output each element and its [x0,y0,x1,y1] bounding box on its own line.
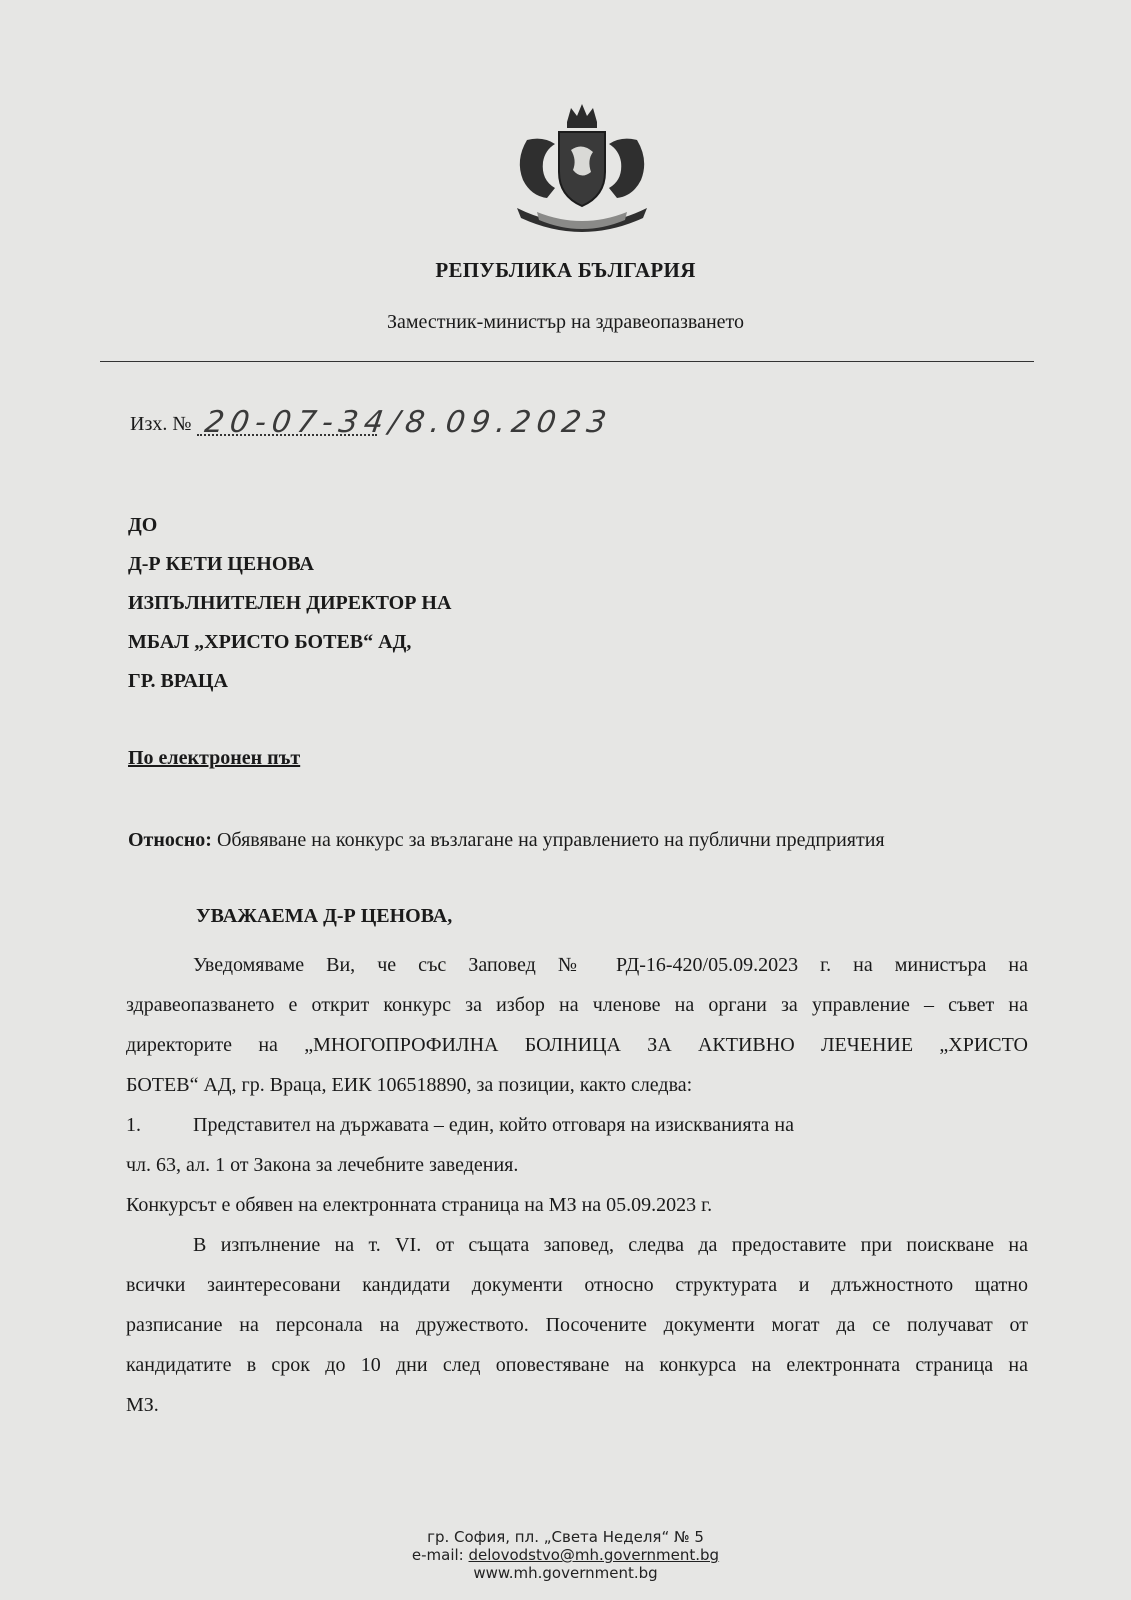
body-line: здравеопазването е открит конкурс за избор на членове на органи за управление – съвет на [126,994,1028,1016]
country-heading: РЕПУБЛИКА БЪЛГАРИЯ [435,258,696,282]
reference-number [130,405,615,440]
body-line: разписание на персонала на дружеството. Посочените документи могат да се получават от [126,1314,1028,1336]
addressee-line: МБАЛ „ХРИСТО БОТЕВ“ АД, [128,631,412,653]
footer-email-label: e-mail: [411,1546,469,1564]
footer-website-link[interactable]: www.mh.government.bg [473,1564,658,1582]
addressee-line: ГР. ВРАЦА [128,670,228,692]
body-line: МЗ. [126,1394,159,1416]
body-line: В изпълнение на т. VI. от същата заповед, следва да предоставите при поискване на [193,1234,1028,1256]
delivery-method: По електронен път [128,747,301,769]
body-line: кандидатите в срок до 10 дни след оповестяване на конкурса на електронната страница на [126,1354,1028,1376]
header-divider [100,361,1034,362]
handwritten-reference: 20-07-34/8.09.2023 [202,405,615,440]
enumerated-item [126,1105,1028,1145]
coat-of-arms-icon [497,100,667,240]
footer [0,1528,1131,1582]
footer-email-link[interactable]: delovodstvo@mh.government.bg [468,1546,720,1564]
addressee-block [128,506,451,701]
subject-line [128,829,885,852]
salutation: УВАЖАЕМА Д-Р ЦЕНОВА, [196,905,453,927]
addressee-line: ИЗПЪЛНИТЕЛЕН ДИРЕКТОР НА [128,592,452,614]
reference-dotted-field [197,405,615,440]
institution-heading: Заместник-министър на здравеопазването [386,311,745,333]
footer-email-line [0,1546,1131,1564]
reference-label: Изх. № [130,413,192,435]
body-line: всички заинтересовани кандидати документи относно структурата и длъжностното щатно [126,1274,1028,1296]
subject-text: Обявяване на конкурс за възлагане на управлението на публични предприятия [211,829,885,851]
item-text: Представител на държавата – един, който отговаря на изискванията на [193,1114,795,1136]
body-line: Конкурсът е обявен на електронната страница на МЗ на 05.09.2023 г. [126,1194,713,1216]
body-line: чл. 63, ал. 1 от Закона за лечебните заведения. [126,1154,519,1176]
item-number: 1. [126,1114,141,1136]
body-line: директорите на „МНОГОПРОФИЛНА БОЛНИЦА ЗА АКТИВНО ЛЕЧЕНИЕ „ХРИСТО [126,1034,1028,1056]
subject-label: Относно: [128,829,212,851]
body-line: Уведомяваме Ви, че със Заповед № РД-16-420/05.09.2023 г. на министъра на [193,954,1028,976]
body-line: БОТЕВ“ АД, гр. Враца, ЕИК 106518890, за позиции, както следва: [126,1074,693,1096]
letter-body [126,945,1028,1425]
addressee-line: ДО [128,514,158,536]
addressee-line: Д-Р КЕТИ ЦЕНОВА [128,553,314,575]
footer-address: гр. София, пл. „Света Неделя“ № 5 [427,1528,704,1546]
